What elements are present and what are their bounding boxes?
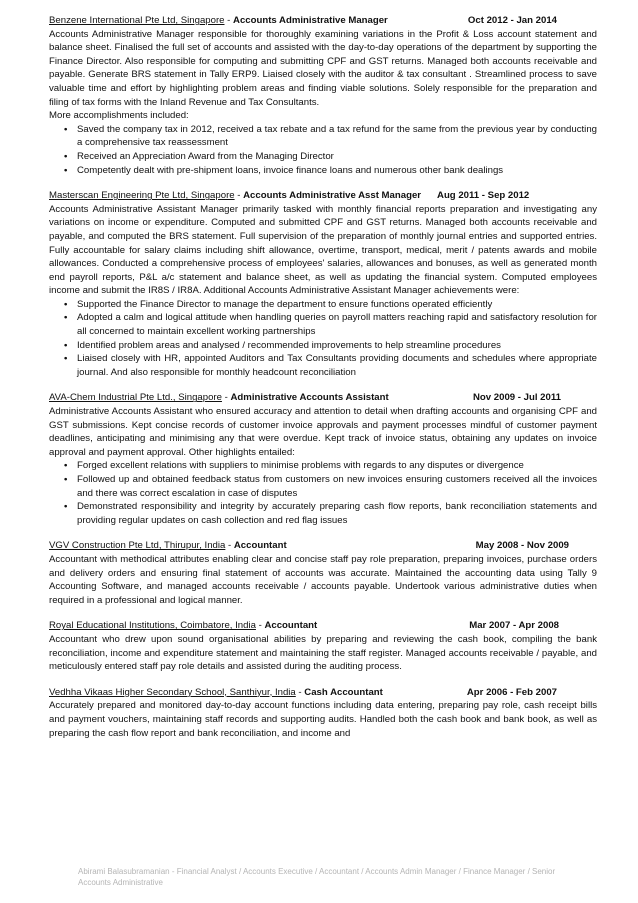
job-description: Accurately prepared and monitored day-to-day account functions including data entering, preparing pay role, cash receipt bills and payment vouchers, maintaining staff records and supporting audits. Handled both the cash book and bank book, as well as preparing the cash flow report and bank reconciliation, and income and <box>49 700 597 739</box>
accomplishment-item: • Followed up and obtained feedback status from customers on new invoices ensuring customers received all the invoices and there was correct escalation in case of disputes <box>77 473 597 500</box>
accomplishment-list <box>49 298 597 380</box>
job-entry <box>49 619 597 673</box>
company-name: AVA-Chem Industrial Pte Ltd., Singapore <box>49 392 222 404</box>
page-footer: Abirami Balasubramanian - Financial Analyst / Accounts Executive / Accountant / Accounts Admin Manager / Finance Manager / Senior Accounts Administrative <box>78 867 556 887</box>
accomplishment-item: • Demonstrated responsibility and integrity by accurately preparing cash flow reports, bank reconciliation statements and providing regular updates on cash collection and red flag issues <box>77 500 597 527</box>
job-description: Administrative Accounts Assistant who ensured accuracy and attention to detail when drafting accounts and organising CPF and GST submissions. Kept concise records of customer invoice approvals and payment processes mindful of customer payment deadlines, anticipating and minimising any that were overdue. Kept track of invoice status, obtaining any updates on invoice approval and payment approval. Other highlights entailed: <box>49 406 597 458</box>
accomplishment-item: • Supported the Finance Director to manage the department to ensure functions operated efficiently <box>77 298 597 312</box>
company-name: VGV Construction Pte Ltd, Thirupur, India <box>49 540 226 552</box>
job-title: Accountant <box>264 620 318 632</box>
job-header <box>49 189 597 203</box>
job-description: Accountant with methodical attributes enabling clear and concise staff pay role preparation, preparing invoices, purchase orders and delivery orders and ensuring final statement of accounts was accurate. Maintained the accounting data using Tally 9 Accounting Software, and managed accounts receivable / accounts payable. Undertook various administrative duties when required in a professional and logical manner. <box>49 553 597 606</box>
job-dates: Oct 2012 - Jan 2014 <box>467 15 557 26</box>
accomplishment-item: • Liaised closely with HR, appointed Auditors and Tax Consultants providing documents and schedules where appropriate journal. And also responsible for monthly headcount reconciliation <box>77 352 597 379</box>
resume-page <box>49 14 597 752</box>
accomplishment-item: • Adopted a calm and logical attitude when handling queries on payroll matters reaching rapid and satisfactory resolution for all concerned to maintain excellent working partnerships <box>77 311 597 338</box>
job-title: Accountant <box>233 540 287 552</box>
header-separator: - <box>224 15 234 26</box>
job-dates: Aug 2011 - Sep 2012 <box>437 190 530 202</box>
accomplishment-item: • Received an Appreciation Award from the Managing Director <box>77 150 597 164</box>
job-entry <box>49 686 597 740</box>
job-dates: May 2008 - Nov 2009 <box>475 540 569 552</box>
job-title: Cash Accountant <box>304 686 383 698</box>
accomplishment-item: • Identified problem areas and analysed / recommended improvements to help streamline procedures <box>77 339 597 353</box>
job-entry <box>49 391 597 527</box>
company-name: Royal Educational Institutions, Coimbatore, India <box>49 620 256 632</box>
job-entry <box>49 14 597 177</box>
job-header <box>49 391 597 405</box>
job-description: Accounts Administrative Assistant Manager primarily tasked with monthly financial reports preparation and investigating any variations on income or expenditure. Computed and submitted CPF and GST returns. Managed both accounts receivable and payable, and computed the BRS statement. Full supervision of the preparation of monthly journal entries and supported entries. Fully accountable for salary claims including shift allowance, overtime, transport, medical, merit / patents awards and mobile allowances. Conducted a comprehensive process of employees' salaries, allowances and bonuses, as well as generated month end payroll reports, P&L a/c statement and balance sheet, as well as updating the financial system. Computed employees income and submit the IR8S / IR8A. Additional Accounts Administrative Assistant Manager achievements were: <box>49 203 597 297</box>
header-separator: - <box>255 620 265 632</box>
job-description: Accountant who drew upon sound organisational abilities by preparing and reviewing the cash book, compiling the bank reconciliation, income and expenditure statement and maintaining the staff register. Managed accounts receivable / payable, and meticulously entered staff pay role details and assisted during the auditing process. <box>49 633 597 673</box>
job-dates: Mar 2007 - Apr 2008 <box>469 620 559 632</box>
job-dates: Apr 2006 - Feb 2007 <box>466 686 557 698</box>
header-separator: - <box>234 190 244 202</box>
job-title: Accounts Administrative Asst Manager <box>243 190 422 202</box>
job-header <box>49 539 597 553</box>
accomplishment-list <box>49 123 597 177</box>
company-name: Benzene International Pte Ltd, Singapore <box>49 15 225 26</box>
job-description: Accounts Administrative Manager responsible for thoroughly examining variations in the Profit & Loss account statement and balance sheet. Finalised the full set of accounts and assisted with the day-to-day operations of the department by supporting the Finance Director. Also responsible for computing and submitting CPF and GST returns. Managed both accounts receivable and payable. Generate BRS statement in Tally ERP9. Liaised closely with the auditor & tax consultant . Streamlined process to save valuable time and effort by highlighting problem areas and finding viable solutions. Solely responsible for the preparation and filing of tax forms with the Inland Revenue and Tax Consultants. <box>49 28 597 108</box>
job-title: Administrative Accounts Assistant <box>230 392 389 404</box>
header-separator: - <box>295 686 305 698</box>
company-name: Vedhha Vikaas Higher Secondary School, Santhiyur, India <box>49 686 296 698</box>
header-separator: - <box>221 392 231 404</box>
accomplishment-item: • Saved the company tax in 2012, received a tax rebate and a tax refund for the same from the previous year by conducting a comprehensive tax reassessment <box>77 123 597 150</box>
job-dates: Nov 2009 - Jul 2011 <box>473 392 561 404</box>
job-header <box>49 686 597 700</box>
header-separator: - <box>225 540 234 552</box>
accomplishment-item: • Forged excellent relations with suppliers to minimise problems with regards to any disputes or divergence <box>77 459 597 473</box>
company-name: Masterscan Engineering Pte Ltd, Singapore <box>49 190 235 202</box>
job-header <box>49 14 597 28</box>
accomplishment-item: • Competently dealt with pre-shipment loans, invoice finance loans and numerous other bank dealings <box>77 164 597 178</box>
accomplishments-intro: More accomplishments included: <box>49 110 189 122</box>
job-entry <box>49 539 597 607</box>
job-entry <box>49 189 597 379</box>
job-title: Accounts Administrative Manager <box>233 15 388 26</box>
accomplishment-list <box>49 459 597 527</box>
job-header <box>49 619 597 633</box>
